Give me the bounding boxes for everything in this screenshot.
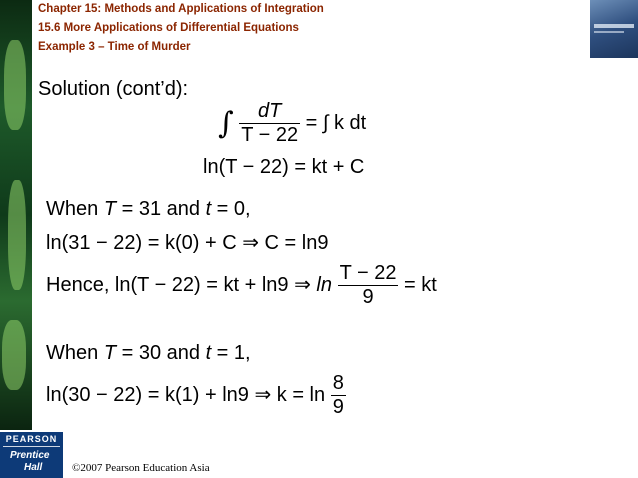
sidebar-streak [8, 180, 26, 290]
logo-pearson-text: PEARSON [5, 434, 58, 444]
condition-text: = 31 and [116, 198, 206, 220]
fraction-denominator: 9 [338, 285, 399, 309]
slide-header [38, 0, 324, 57]
logo-hall-text: Hall [24, 462, 43, 473]
condition-text: When [46, 198, 104, 220]
decorative-sidebar [0, 0, 32, 430]
fraction-denominator: 9 [332, 396, 344, 418]
var-t: t [205, 198, 212, 220]
integral-sign-icon: ∫ [218, 106, 234, 141]
fraction-denominator: T − 22 [241, 124, 299, 146]
condition-line-2 [46, 342, 251, 365]
sidebar-streak [2, 320, 26, 390]
solution-label: Solution (cont’d): [38, 78, 189, 100]
equation-k [46, 372, 346, 419]
copyright-notice: ©2007 Pearson Education Asia [72, 462, 210, 474]
equation-constant-C: ln(31 − 22) = k(0) + C ⇒ C = ln9 [46, 232, 329, 254]
condition-text: = 0, [211, 198, 251, 220]
section-title: 15.6 More Applications of Differential Equations [38, 22, 299, 34]
fraction-numerator: dT [257, 100, 282, 122]
var-t: t [205, 342, 212, 364]
book-cover-subtitle-bar [594, 31, 624, 33]
book-cover-image [590, 0, 638, 58]
equation-hence [46, 262, 437, 309]
condition-line-1 [46, 198, 251, 221]
logo-separator [3, 446, 60, 447]
book-cover-title-bar [594, 24, 634, 28]
logo-prentice-text: Prentice [10, 450, 50, 461]
hence-rhs: = kt [404, 273, 437, 296]
fraction-numerator: T − 22 [339, 262, 397, 284]
hence-lhs: Hence, ln(T − 22) = kt + ln9 ⇒ [46, 273, 317, 296]
fraction [331, 372, 346, 419]
var-T: T [103, 198, 117, 220]
equation-log-general: ln(T − 22) = kt + C [203, 156, 365, 178]
k-lhs: ln(30 − 22) = k(1) + ln9 ⇒ k = ln [46, 383, 326, 406]
equation-rhs: = ∫ k dt [305, 111, 367, 134]
chapter-title: Chapter 15: Methods and Applications of Integration [38, 3, 324, 15]
equation-integral [218, 100, 366, 147]
condition-text: When [46, 342, 104, 364]
pearson-logo [0, 432, 63, 478]
var-T: T [103, 342, 117, 364]
fraction [239, 100, 300, 147]
fraction-numerator: 8 [332, 372, 344, 394]
sidebar-streak [4, 40, 26, 130]
ln-italic: ln [316, 273, 332, 296]
condition-text: = 30 and [116, 342, 206, 364]
example-title: Example 3 – Time of Murder [38, 41, 191, 53]
condition-text: = 1, [211, 342, 251, 364]
fraction [338, 262, 399, 309]
